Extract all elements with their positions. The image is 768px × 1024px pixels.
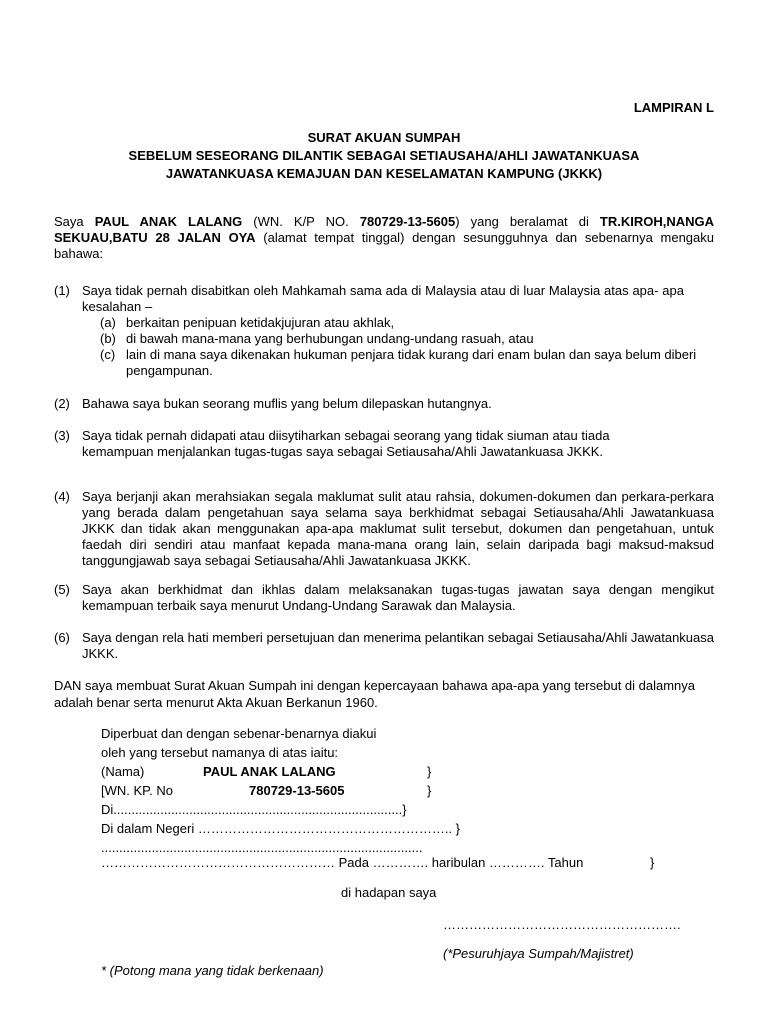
item-number: (6) [54,630,70,645]
item-text: Saya dengan rela hati memberi persetujuan dan menerima pelantikan sebagai Setiausaha/Ahli Jawatankuasa JKKK. [82,630,714,661]
item-text: Bahawa saya bukan seorang muflis yang belum dilepaskan hutangnya. [82,396,492,411]
item-number: (1) [54,283,70,298]
acknowledgement-line-1: Diperbuat dan dengan sebenar-benarnya diakui [101,726,377,741]
declaration-item-2 [54,396,714,412]
date-brace: } [650,855,655,870]
name-value: PAUL ANAK LALANG [203,764,336,779]
document-subtitle-1: SEBELUM SESEORANG DILANTIK SEBAGAI SETIAUSAHA/AHLI JAWATANKUASA [128,148,640,163]
declarant-address: TR.KIROH,NANGA SEKUAU,BATU 28 JALAN OYA [54,214,714,245]
sub-item-label: (c) [100,347,116,362]
footnote: * (Potong mana yang tidak berkenaan) [101,963,324,978]
document-title-block [0,129,768,183]
declaration-item-3 [54,428,714,460]
acknowledgement-line-2: oleh yang tersebut namanya di atas iaitu: [101,745,339,760]
commissioner-label: (*Pesuruhjaya Sumpah/Majistret) [443,946,634,961]
intro-text-2: (WN. K/P NO. [242,214,360,229]
declarant-ic: 780729-13-5605 [359,214,456,229]
sub-item-label: (a) [100,315,116,330]
intro-text-3: ) yang beralamat di [455,214,600,229]
sub-item-label: (b) [100,331,116,346]
in-presence-label: di hadapan saya [341,885,437,900]
date-row [101,853,721,872]
document-subtitle-2: JAWATANKUASA KEMAJUAN DAN KESELAMATAN KAMPUNG (JKKK) [165,166,603,181]
name-label: (Nama) [101,764,145,779]
item-text: Saya tidak pernah disabitkan oleh Mahkamah sama ada di Malaysia atau di luar Malaysia atas apa- apa kesalahan – [82,283,684,314]
intro-paragraph [54,214,714,262]
blank-line: ......................................................................................... [101,840,423,855]
document-title: SURAT AKUAN SUMPAH [307,130,461,145]
sub-item-b [100,331,714,347]
place-line: Di................................................................................} [101,802,407,817]
ic-row [101,781,721,800]
item-text: Saya akan berkhidmat dan ikhlas dalam melaksanakan tugas-tugas jawatan saya dengan mengikut kemampuan terbaik saya menurut Undang-Undang Sarawak dan Malaysia. [82,582,714,613]
ic-brace: } [427,783,432,798]
sub-item-a [100,315,714,331]
declaration-item-5 [54,582,714,614]
name-row [101,762,721,781]
sub-item-text: berkaitan penipuan ketidakjujuran atau akhlak, [126,315,395,330]
state-line: Di dalam Negeri ………………………………………………….. } [101,821,460,836]
declaration-item-6 [54,630,714,662]
declarant-name: PAUL ANAK LALANG [94,214,243,229]
item-number: (4) [54,489,70,504]
lampiran-label: LAMPIRAN L [633,100,714,115]
intro-text-4: (alamat tempat tinggal) dengan sesungguhnya dan sebenarnya mengaku bahawa: [54,230,714,261]
item-text: Saya tidak pernah didapati atau diisytiharkan sebagai seorang yang tidak siuman atau tiada kemampuan menjalankan tugas-tugas saya sebagai Setiausaha/Ahli Jawatankuasa JKKK. [82,428,610,459]
item-number: (3) [54,428,70,443]
date-line: ……………………………………………… Pada …………. haribulan …………. Tahun [101,855,584,870]
sub-item-text: lain di mana saya dikenakan hukuman penjara tidak kurang dari enam bulan dan saya belum diberi pengampunan. [126,347,697,378]
item-text: Saya berjanji akan merahsiakan segala maklumat sulit atau rahsia, dokumen-dokumen dan perkara-perkara yang berada dalam pengetahuan saya selama saya berkhidmat sebagai Setiausaha/Ahli Jawatankuasa JKKK dan tidak akan menggunakan apa-apa maklumat sulit tersebut, dokumen dan pengetahuan, untuk faedah diri sendiri atau manfaat kepada mana-mana orang lain, selain daripada bagi maksud-maksud tanggungjawab saya sebagai Setiausaha/Ahli Jawatankuasa JKKK. [82,489,714,568]
name-brace: } [427,764,432,779]
ic-label: [WN. KP. No [101,783,174,798]
item-number: (2) [54,396,70,411]
ic-value: 780729-13-5605 [249,783,345,798]
commissioner-signature-line: ………………………………………………. [443,917,681,932]
declaration-item-4 [54,489,714,569]
closing-paragraph: DAN saya membuat Surat Akuan Sumpah ini dengan kepercayaan bahawa apa-apa yang tersebut di dalamnya adalah benar serta menurut Akta Akuan Berkanun 1960. [54,678,696,710]
item-number: (5) [54,582,70,597]
sub-item-c [100,347,714,379]
declaration-item-1 [54,283,714,379]
sub-item-text: di bawah mana-mana yang berhubungan undang-undang rasuah, atau [126,331,534,346]
intro-text-1: Saya [54,214,95,229]
